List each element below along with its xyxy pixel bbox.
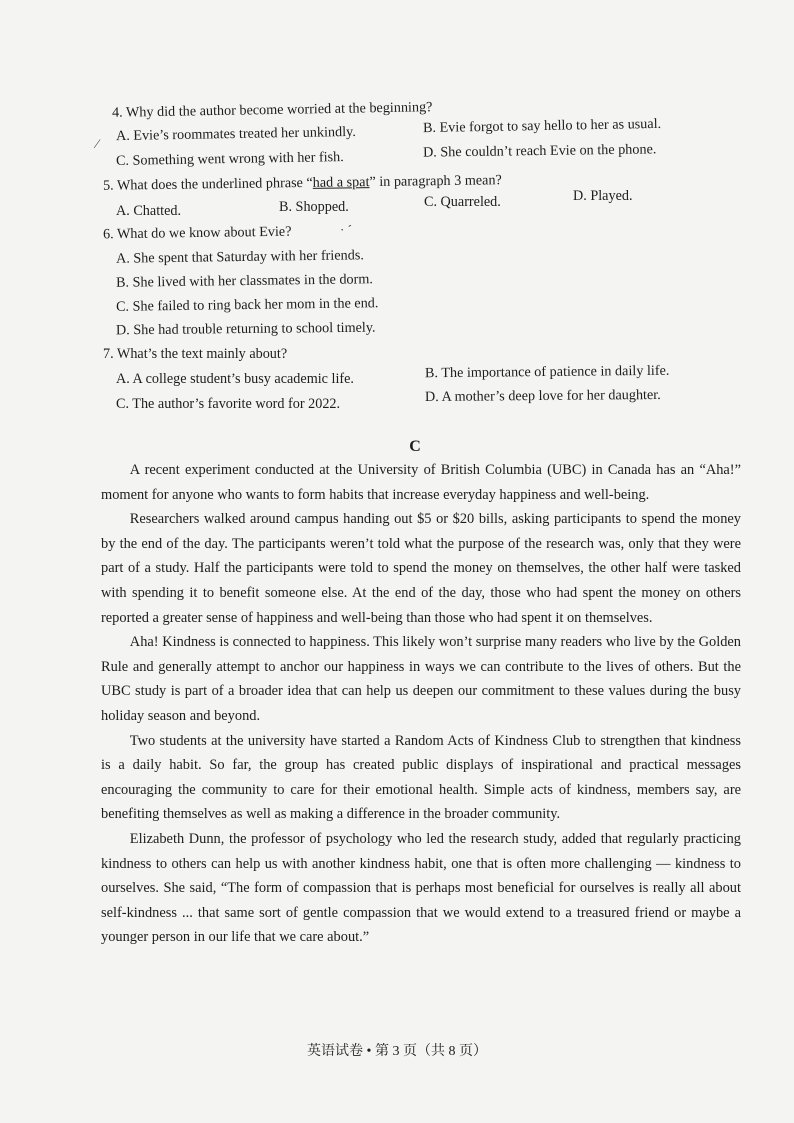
passage-paragraph-4: Two students at the university have started a Random Acts of Kindness Club to strengthen that kindness is a daily habit. So far, the group has created public displays of inspirational and practical messages encouraging the community to care for their emotional health. Simple acts of kindness, members say, are benefiting themselves as well as making a difference in the broader community.: [101, 732, 741, 823]
passage-paragraph-1: A recent experiment conducted at the University of British Columbia (UBC) in Canada has an “Aha!” moment for anyone who wants to form habits that increase everyday happiness and well-being.: [101, 462, 741, 503]
question-4-option-d: D. She couldn’t reach Evie on the phone.: [422, 141, 657, 161]
underlined-phrase: had a spat: [312, 174, 370, 191]
question-4-stem: 4. Why did the author become worried at the beginning?: [111, 99, 433, 121]
passage-paragraph-5: Elizabeth Dunn, the professor of psychology who led the research study, added that regularly practicing kindness to others can help us with another kindness habit, one that is often more challenging — kindness to ourselves. She said, “The form of compassion that is perhaps most beneficial for ourselves is really all about self-kindness ... that same sort of gentle compassion that we would extend to a treasured friend or maybe a younger person in our life that we care about.”: [101, 830, 741, 946]
question-6-option-b: B. She lived with her classmates in the dorm.: [115, 271, 374, 291]
pencil-check-mark: ⁄: [96, 136, 99, 151]
reading-passage: [101, 458, 741, 950]
passage-paragraph-3: Aha! Kindness is connected to happiness. This likely won’t surprise many readers who live by the Golden Rule and generally attempt to anchor our happiness in ways we can contribute to the lives of others. But the UBC study is part of a broader idea that can help us deepen our commitment to these values during the busy holiday season and beyond.: [101, 634, 741, 724]
question-5-option-b: B. Shopped.: [279, 199, 349, 215]
question-5-option-d: D. Played.: [573, 188, 633, 204]
question-7-option-d: D. A mother’s deep love for her daughter.: [424, 386, 661, 406]
passage-paragraph-2: Researchers walked around campus handing out $5 or $20 bills, asking participants to spend the money by the end of the day. The participants weren’t told what the purpose of the research was, only that they were part of a study. Half the participants were told to spend the money on themselves, the other half were tasked with spending it to benefit someone else. At the end of the day, those who had spent the money on others reported a greater sense of happiness and well-being than those who had spent it on themselves.: [101, 511, 741, 626]
question-6-stem: 6. What do we know about Evie?: [102, 223, 292, 243]
question-5-stem: 5. What does the underlined phrase “had a spat” in paragraph 3 mean?: [102, 172, 502, 194]
question-4-option-a: A. Evie’s roommates treated her unkindly.: [115, 123, 356, 145]
question-6-option-c: C. She failed to ring back her mom in the end.: [115, 295, 379, 315]
pencil-dots-mark: · ˊ: [340, 222, 352, 237]
question-6-option-d: D. She had trouble returning to school timely.: [115, 319, 376, 339]
question-7-option-b: B. The importance of patience in daily life.: [424, 362, 670, 382]
question-4-option-c: C. Something went wrong with her fish.: [115, 149, 344, 169]
question-7-option-a: A. A college student’s busy academic life.: [116, 371, 354, 387]
question-7-stem: 7. What’s the text mainly about?: [103, 346, 288, 362]
question-5-option-c: C. Quarreled.: [424, 194, 501, 210]
question-4-option-b: B. Evie forgot to say hello to her as usual.: [422, 115, 662, 137]
page-footer: 英语试卷 • 第 3 页（共 8 页）: [307, 1044, 487, 1059]
question-7-option-c: C. The author’s favorite word for 2022.: [116, 396, 341, 412]
question-6-option-a: A. She spent that Saturday with her friends.: [115, 247, 364, 267]
question-5-option-a: A. Chatted.: [116, 203, 182, 219]
section-title: C: [409, 438, 421, 455]
